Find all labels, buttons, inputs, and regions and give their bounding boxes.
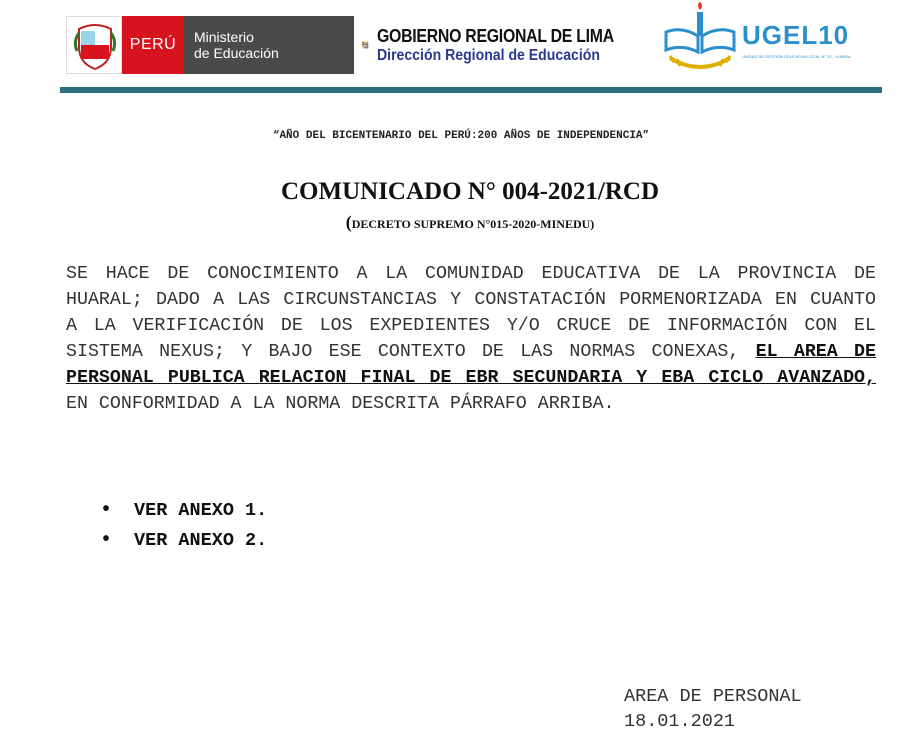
ministry-name — [184, 16, 354, 74]
signature-block — [624, 684, 802, 734]
subtitle-text: DECRETO SUPREMO N°015-2020-MINEDU) — [351, 217, 595, 231]
gobierno-regional-logo — [362, 16, 646, 74]
ugel-subtitle: UNIDAD DE GESTIÓN EDUCATIVA LOCAL N° 10 - HUARAL — [742, 54, 852, 59]
body-paragraph — [66, 261, 876, 417]
gore-subtitle: Dirección Regional de Educación — [376, 46, 600, 64]
gore-title: GOBIERNO REGIONAL DE LIMA — [376, 25, 614, 46]
gore-mosaic-icon — [362, 17, 369, 73]
signature-office: AREA DE PERSONAL — [624, 686, 802, 707]
body-text-after: EN CONFORMIDAD A LA NORMA DESCRITA PÁRRAFO ARRIBA. — [66, 394, 615, 414]
ugel-label: UGEL10 — [742, 20, 850, 50]
annex-item-1: • VER ANEXO 1. — [100, 496, 267, 526]
document-subtitle — [0, 212, 922, 233]
peru-label: PERÚ — [122, 16, 184, 74]
document-title: COMUNICADO N° 004-2021/RCD — [280, 178, 660, 205]
annex-list — [100, 496, 267, 556]
header-divider — [60, 87, 882, 93]
annex-item-2: • VER ANEXO 2. — [100, 526, 267, 556]
ugel-logo — [660, 2, 852, 80]
open-book-torch-icon — [660, 2, 740, 80]
ministry-line-1: Ministerio — [194, 29, 254, 45]
signature-date: 18.01.2021 — [624, 711, 736, 732]
minedu-logo — [66, 16, 354, 74]
peru-coat-of-arms-icon — [66, 16, 122, 74]
year-motto: “AÑO DEL BICENTENARIO DEL PERÚ:200 AÑOS DE INDEPENDENCIA” — [272, 130, 650, 142]
gore-text — [377, 26, 646, 65]
ministry-line-2: de Educación — [194, 45, 279, 61]
subtitle-paren: ( — [345, 212, 352, 232]
letterhead — [60, 14, 880, 92]
body-emphasis: EL AREA DE PERSONAL PUBLICA RELACION FINAL DE EBR SECUNDARIA Y EBA CICLO AVANZADO, — [66, 342, 876, 388]
body-text-before: SE HACE DE CONOCIMIENTO A LA COMUNIDAD EDUCATIVA DE LA PROVINCIA DE HUARAL; DADO A LAS CIRCUNSTANCIAS Y CONSTATACIÓN PORMENORIZADA EN CUANTO A LA VERIFICACIÓN DE LOS EXPEDIENTES Y/O CRUCE DE INFORMACIÓN CON EL SISTEMA NEXUS; Y BAJO ESE CONTEXTO DE LAS NORMAS CONEXAS, — [66, 264, 876, 362]
